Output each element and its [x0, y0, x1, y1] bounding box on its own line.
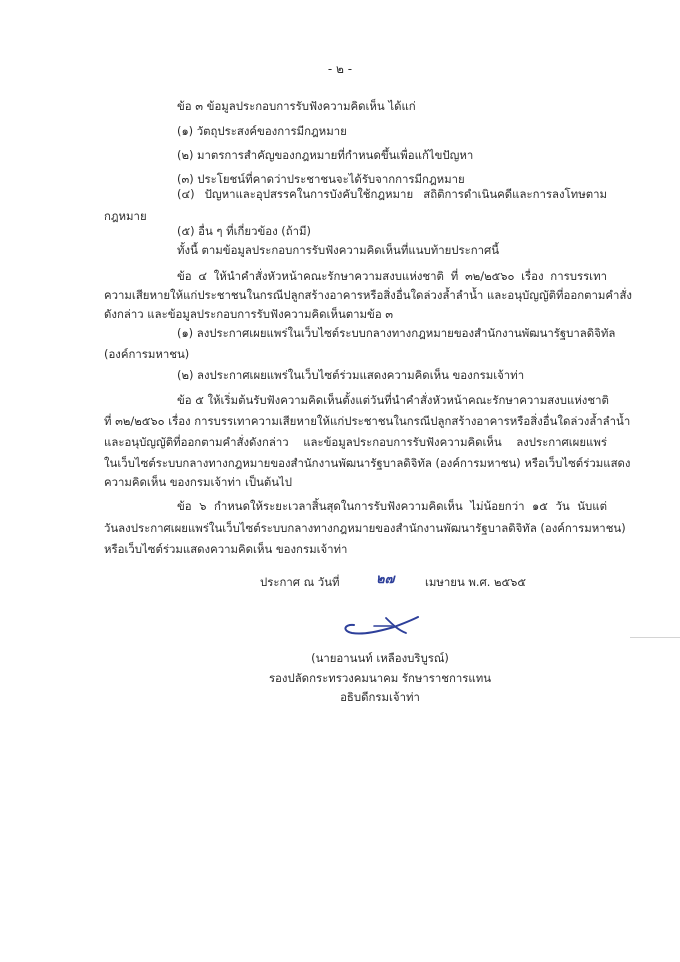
signatory-position: รองปลัดกระทรวงคมนาคม รักษาราชการแทน — [268, 671, 492, 685]
announcement-month-year: เมษายน พ.ศ. ๒๕๖๕ — [425, 575, 526, 589]
item4-sub1-line2: (องค์การมหาชน) — [104, 347, 190, 361]
item4-sub2: (๒) ลงประกาศเผยแพร่ในเว็บไซต์ร่วมแสดงความคิดเห็น ของกรมเจ้าท่า — [177, 368, 525, 382]
handwritten-day: ๒๗ — [376, 572, 395, 587]
item6-line2: วันลงประกาศเผยแพร่ในเว็บไซต์ระบบกลางทางกฎหมายของสำนักงานพัฒนารัฐบาลดิจิทัล (องค์การมหาชน) — [104, 521, 626, 535]
item3-sub4-line1: (๔) ปัญหาและอุปสรรคในการบังคับใช้กฎหมาย สถิติการดำเนินคดีและการลงโทษตาม — [177, 187, 607, 201]
item4-line1: ข้อ ๔ ให้นำคำสั่งหัวหน้าคณะรักษาความสงบแห่งชาติ ที่ ๓๒/๒๕๖๐ เรื่อง การบรรเทา — [177, 269, 607, 283]
item3-sub1: (๑) วัตถุประสงค์ของการมีกฎหมาย — [177, 124, 347, 138]
item4-line3: ดังกล่าว และข้อมูลประกอบการรับฟังความคิดเห็นตามข้อ ๓ — [104, 307, 394, 321]
item3-sub5: (๕) อื่น ๆ ที่เกี่ยวข้อง (ถ้ามี) — [177, 224, 311, 238]
scan-edge-mark — [630, 637, 680, 638]
page-number: - ๒ - — [327, 62, 353, 76]
item3-heading: ข้อ ๓ ข้อมูลประกอบการรับฟังความคิดเห็น ได้แก่ — [177, 99, 416, 113]
announcement-prefix: ประกาศ ณ วันที่ — [260, 575, 340, 589]
item5-line4: ในเว็บไซต์ระบบกลางทางกฎหมายของสำนักงานพัฒนารัฐบาลดิจิทัล (องค์การมหาชน) หรือเว็บไซต์ร่วมแสดง — [104, 456, 631, 470]
item3-sub3: (๓) ประโยชน์ที่คาดว่าประชาชนจะได้รับจากการมีกฎหมาย — [177, 172, 465, 186]
item5-line1: ข้อ ๕ ให้เริ่มต้นรับฟังความคิดเห็นตั้งแต่วันที่นำคำสั่งหัวหน้าคณะรักษาความสงบแห่งชาติ — [177, 393, 609, 407]
item5-line5: ความคิดเห็น ของกรมเจ้าท่า เป็นต้นไป — [104, 475, 293, 489]
item3-sub4-line2: กฎหมาย — [104, 209, 147, 223]
item4-sub1-line1: (๑) ลงประกาศเผยแพร่ในเว็บไซต์ระบบกลางทางกฎหมายของสำนักงานพัฒนารัฐบาลดิจิทัล — [177, 326, 616, 340]
signatory-name: (นายอานนท์ เหลืองบริบูรณ์) — [311, 651, 449, 665]
item3-sub2: (๒) มาตรการสำคัญของกฎหมายที่กำหนดขึ้นเพื่อแก้ไขปัญหา — [177, 148, 474, 162]
item5-line2: ที่ ๓๒/๒๕๖๐ เรื่อง การบรรเทาความเสียหายให้แก่ประชาชนในกรณีปลูกสร้างอาคารหรือสิ่งอื่นใดล่วงล้ำลำน้ำ — [104, 414, 631, 428]
item3-closing: ทั้งนี้ ตามข้อมูลประกอบการรับฟังความคิดเห็นที่แนบท้ายประกาศนี้ — [177, 243, 500, 257]
signature-image — [340, 612, 435, 638]
item6-line1: ข้อ ๖ กำหนดให้ระยะเวลาสิ้นสุดในการรับฟังความคิดเห็น ไม่น้อยกว่า ๑๕ วัน นับแต่ — [177, 499, 607, 513]
item6-line3: หรือเว็บไซต์ร่วมแสดงความคิดเห็น ของกรมเจ้าท่า — [104, 542, 348, 556]
signatory-title: อธิบดีกรมเจ้าท่า — [340, 690, 420, 704]
item4-line2: ความเสียหายให้แก่ประชาชนในกรณีปลูกสร้างอาคารหรือสิ่งอื่นใดล่วงล้ำลำน้ำ และอนุบัญญัติที่ออกตามคำสั่ง — [104, 288, 632, 302]
item5-line3: และอนุบัญญัติที่ออกตามคำสั่งดังกล่าว และข้อมูลประกอบการรับฟังความคิดเห็น ลงประกาศเผยแพร่ — [104, 435, 607, 449]
